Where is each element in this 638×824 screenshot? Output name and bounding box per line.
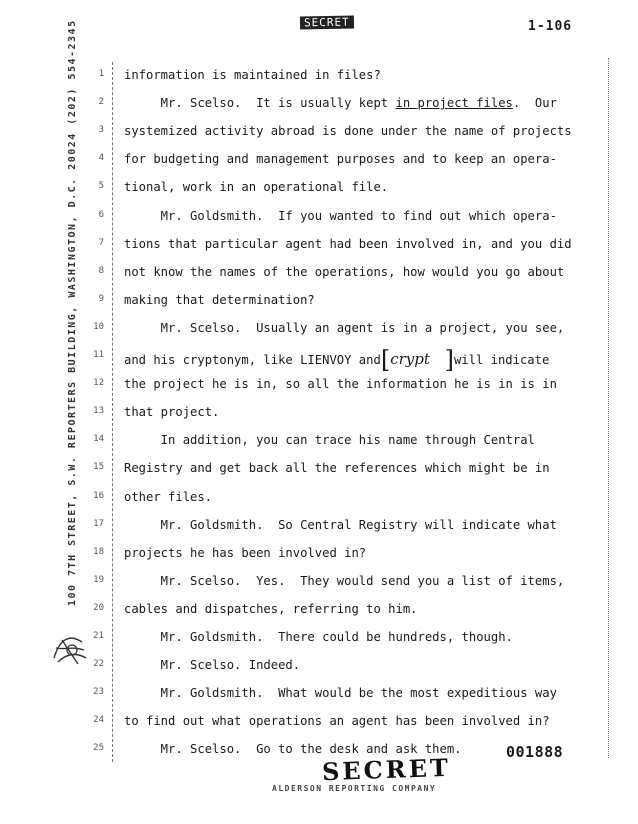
line-number: 8 (98, 266, 104, 276)
line-text: making that determination? (124, 293, 315, 307)
line-number: 19 (93, 575, 104, 585)
line-text: In addition, you can trace his name through Central (124, 433, 535, 447)
transcript-line (124, 630, 513, 644)
transcript-line (124, 96, 557, 110)
line-number: 9 (98, 294, 104, 304)
line-text: Mr. Scelso. Usually an agent is in a project, you see, (124, 321, 565, 335)
line-text: projects he has been involved in? (124, 546, 367, 560)
line-text-tail: will indicate (453, 353, 550, 367)
line-text: tional, work in an operational file. (124, 180, 389, 194)
transcript-line (124, 602, 418, 616)
line-number: 3 (98, 125, 104, 135)
handwritten-redaction-note: crypt (390, 350, 430, 368)
transcript-line (124, 518, 557, 532)
line-number: 1 (98, 69, 104, 79)
line-text: to find out what operations an agent has been involved in? (124, 714, 550, 728)
line-text: that project. (124, 405, 220, 419)
line-text: other files. (124, 490, 213, 504)
transcript-line (124, 574, 564, 588)
line-number: 12 (93, 378, 104, 388)
line-number: 15 (93, 462, 104, 472)
transcript-line (124, 68, 381, 82)
line-text: Mr. Scelso. Yes. They would send you a list of items, (124, 574, 565, 588)
line-number: 16 (93, 491, 104, 501)
line-text: systemized activity abroad is done under the name of projects (124, 124, 572, 138)
line-number: 7 (98, 238, 104, 248)
line-text: cables and dispatches, referring to him. (124, 602, 418, 616)
line-number: 24 (93, 715, 104, 725)
transcript-line (124, 405, 219, 419)
top-classification-mark: SECRET (300, 16, 354, 30)
left-margin-rule (112, 62, 113, 762)
line-number: 13 (93, 406, 104, 416)
line-number: 23 (93, 687, 104, 697)
transcript-line (124, 714, 550, 728)
transcript-line (124, 180, 388, 194)
reporter-address-sidebar: 100 7TH STREET, S.W. REPORTERS BUILDING, WASHINGTON, D.C. 20024 (202) 554-2345 (67, 19, 78, 606)
line-text: Mr. Scelso. Indeed. (124, 658, 301, 672)
secret-stamp: SECRET (321, 752, 452, 787)
line-number: 6 (98, 210, 104, 220)
line-text: Registry and get back all the references which might be in (124, 461, 550, 475)
transcript-line (124, 490, 212, 504)
transcript-line (124, 237, 572, 251)
line-text: Mr. Goldsmith. If you wanted to find out which opera- (124, 209, 557, 223)
line-number: 10 (93, 322, 104, 332)
transcript-line (124, 293, 315, 307)
line-text: and his cryptonym, like LIENVOY and (124, 353, 381, 367)
transcript-line (124, 433, 535, 447)
line-number: 5 (98, 181, 104, 191)
transcript-line (124, 124, 572, 138)
line-number: 25 (93, 743, 104, 753)
line-text-tail: . Our (512, 96, 557, 110)
line-number: 22 (93, 659, 104, 669)
right-margin-rule (608, 58, 609, 758)
line-number: 18 (93, 547, 104, 557)
left-bracket-mark: [ (380, 346, 391, 374)
line-number: 21 (93, 631, 104, 641)
transcript-line (124, 321, 564, 335)
line-text: the project he is in, so all the information he is in is in (124, 377, 557, 391)
document-stamp-number: 001888 (506, 743, 564, 761)
line-text: Mr. Scelso. It is usually kept (124, 96, 396, 110)
line-text: for budgeting and management purposes and to keep an opera- (124, 152, 557, 166)
line-number: 2 (98, 97, 104, 107)
line-text: Mr. Scelso. Go to the desk and ask them. (124, 742, 462, 756)
line-text: tions that particular agent had been involved in, and you did (124, 237, 572, 251)
transcript-line (124, 658, 300, 672)
line-number: 14 (93, 434, 104, 444)
transcript-line (124, 377, 557, 391)
transcript-line (124, 461, 550, 475)
reporting-company: ALDERSON REPORTING COMPANY (272, 784, 437, 793)
line-number: 17 (93, 519, 104, 529)
transcript-line (124, 209, 557, 223)
page-number: 1-106 (528, 19, 573, 34)
transcript-line (124, 546, 366, 560)
transcript-line (124, 265, 564, 279)
transcript-line (124, 152, 557, 166)
line-text: not know the names of the operations, how would you go about (124, 265, 565, 279)
line-text: Mr. Goldsmith. So Central Registry will indicate what (124, 518, 557, 532)
line-number: 4 (98, 153, 104, 163)
line-number: 11 (93, 350, 104, 360)
line-text: Mr. Goldsmith. What would be the most expeditious way (124, 686, 557, 700)
underlined-phrase: in project files (395, 96, 513, 110)
line-number: 20 (93, 603, 104, 613)
line-text: Mr. Goldsmith. There could be hundreds, though. (124, 630, 513, 644)
transcript-line (124, 686, 557, 700)
line-text: information is maintained in files? (124, 68, 381, 82)
right-bracket-mark: ] (444, 346, 454, 374)
transcript-line (124, 346, 550, 374)
